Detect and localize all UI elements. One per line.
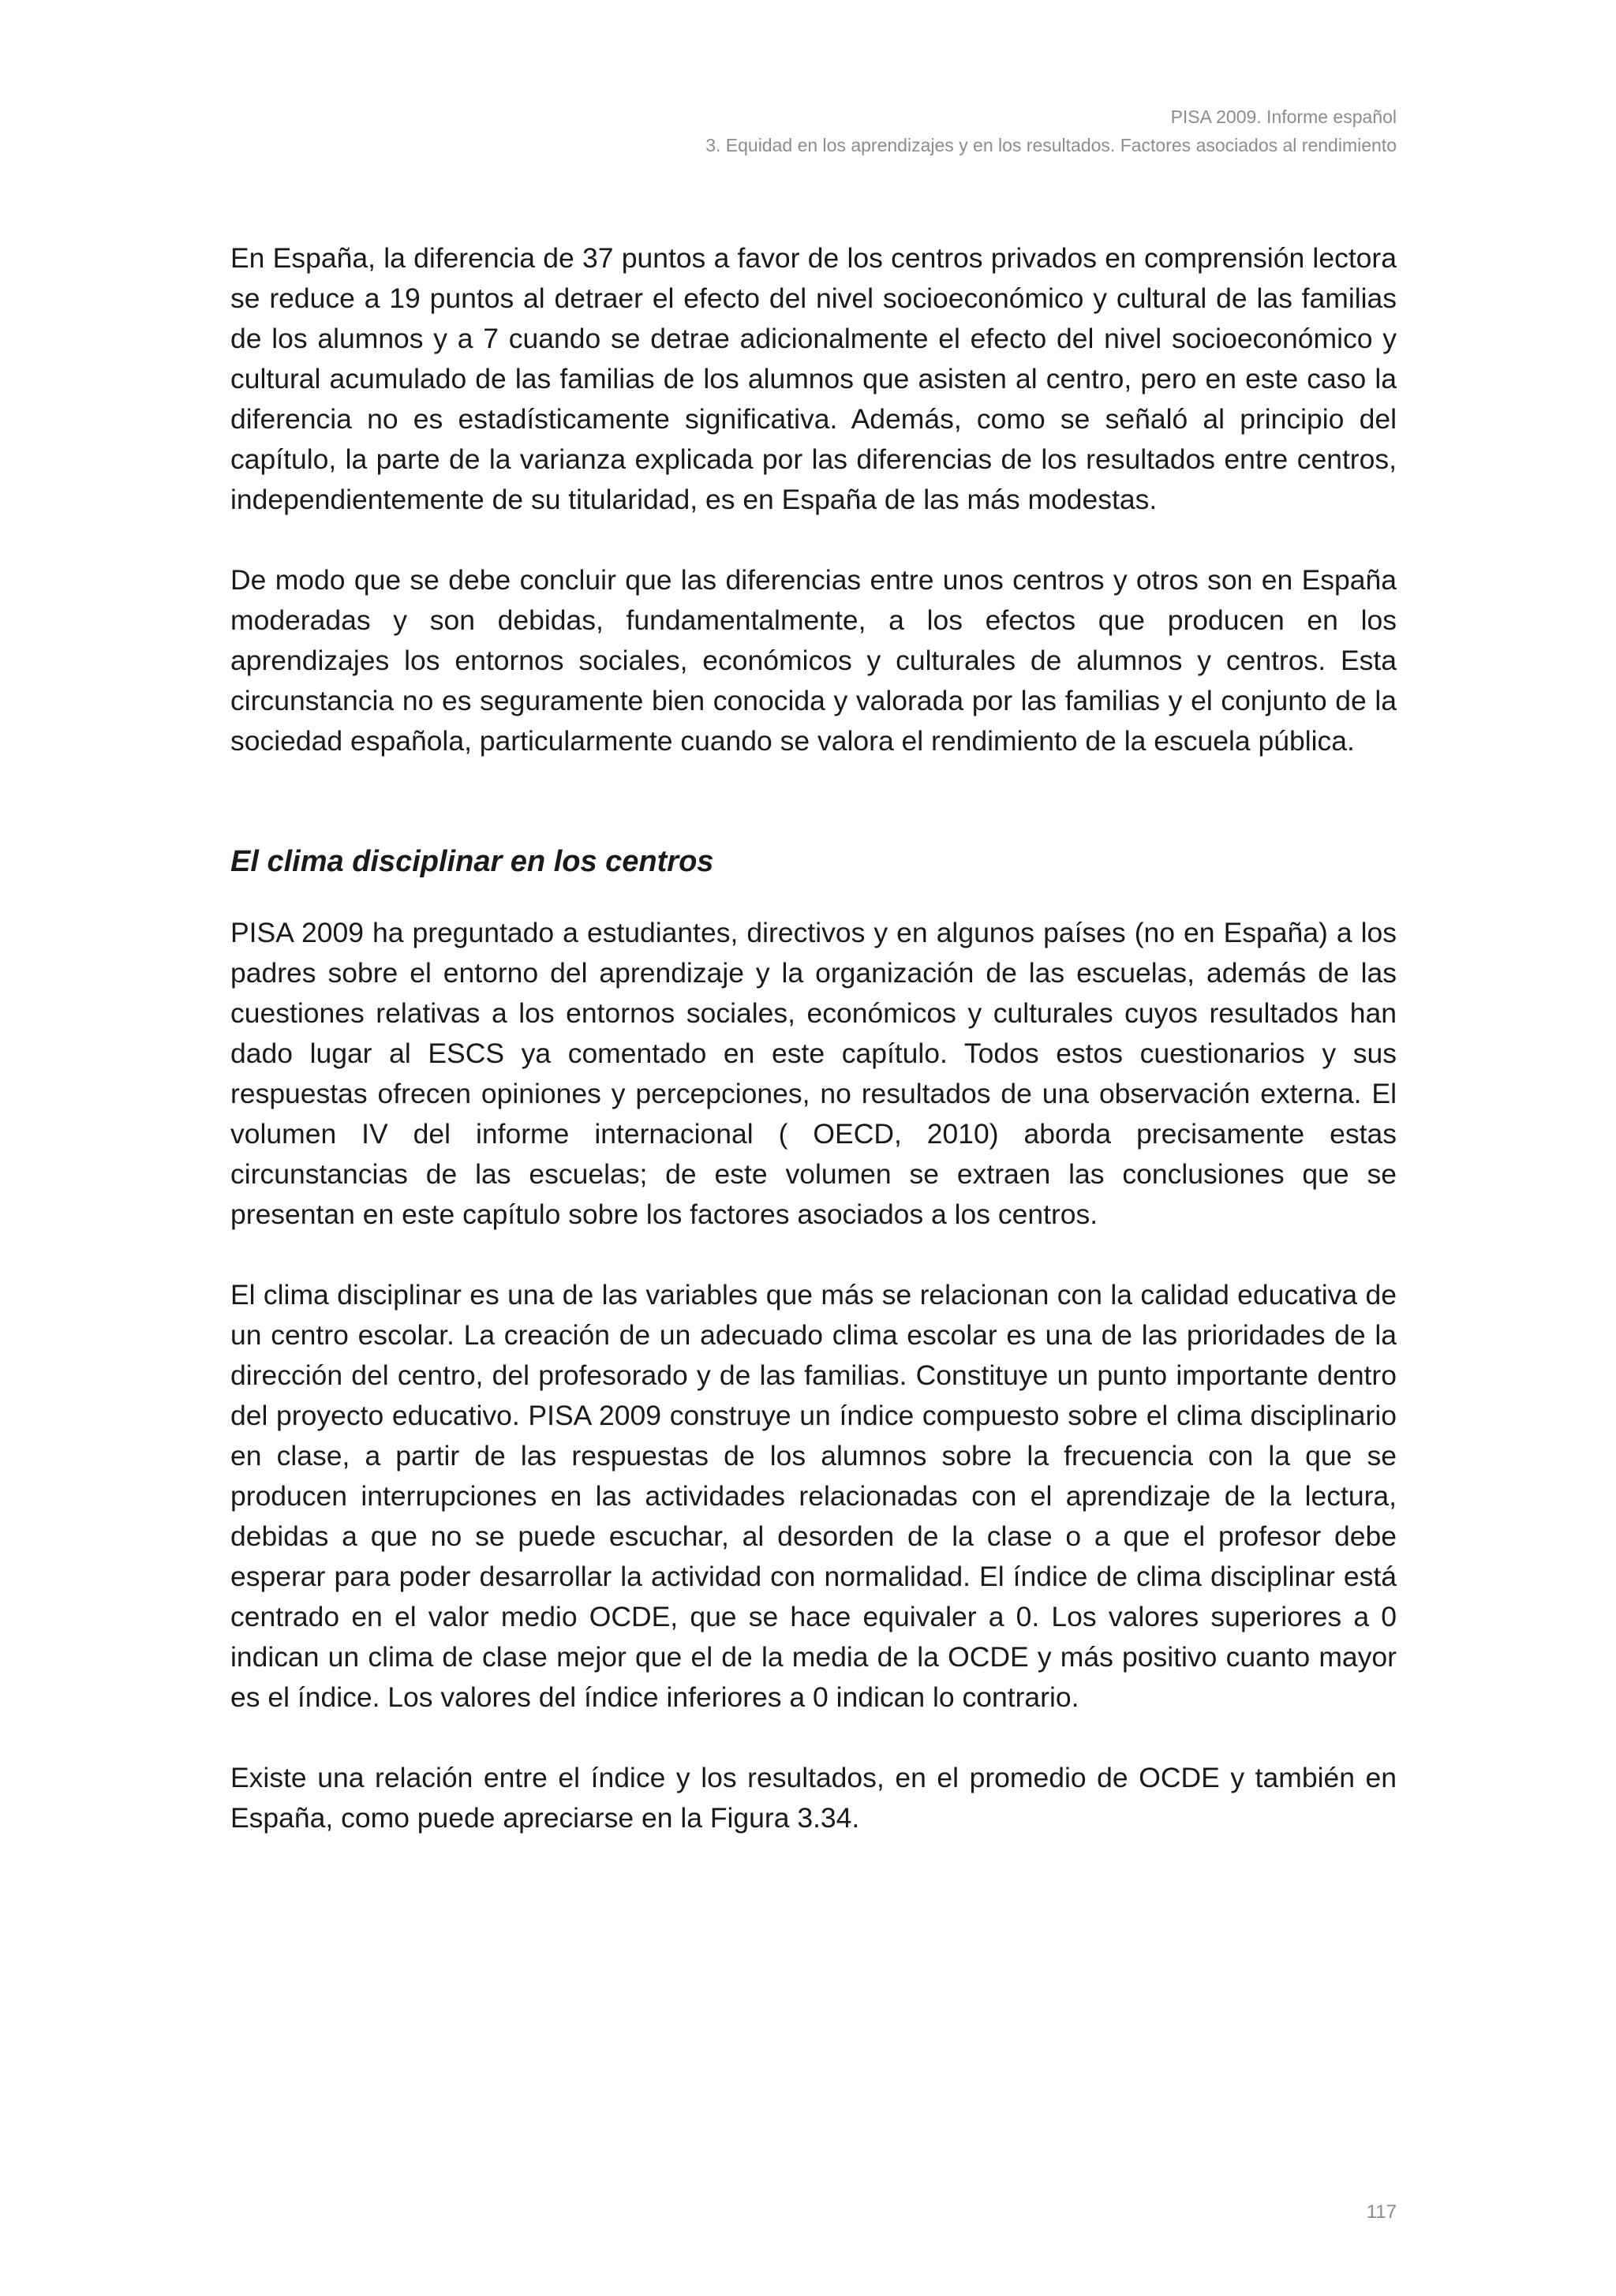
body-paragraph: El clima disciplinar es una de las variables que más se relacionan con la calidad educativa de un centro escolar. La creación de un adecuado clima escolar es una de las prioridades de la dirección del centro, del profesorado y de las familias. Constituye un punto importante dentro del proyecto educativo. PISA 2009 construye un índice compuesto sobre el clima disciplinario en clase, a partir de las respuestas de los alumnos sobre la frecuencia con la que se producen interrupciones en las actividades relacionadas con el aprendizaje de la lectura, debidas a que no se puede escuchar, al desorden de la clase o a que el profesor debe esperar para poder desarrollar la actividad con normalidad. El índice de clima disciplinar está centrado en el valor medio OCDE, que se hace equivaler a 0. Los valores superiores a 0 indican un clima de clase mejor que el de la media de la OCDE y más positivo cuanto mayor es el índice. Los valores del índice inferiores a 0 indican lo contrario.: [230, 1279, 1397, 1713]
main-content: [230, 238, 1397, 1838]
section-heading: El clima disciplinar en los centros: [230, 845, 714, 878]
page-number: 117: [1366, 2201, 1397, 2223]
header-chapter: 3. Equidad en los aprendizajes y en los resultados. Factores asociados al rendimiento: [705, 135, 1397, 155]
body-paragraph: De modo que se debe concluir que las diferencias entre unos centros y otros son en España moderadas y son debidas, fundamentalmente, a los efectos que producen en los aprendizajes los entornos sociales, económicos y culturales de alumnos y centros. Esta circunstancia no es seguramente bien conocida y valorada por las familias y el conjunto de la sociedad española, particularmente cuando se valora el rendimiento de la escuela pública.: [230, 564, 1397, 757]
header-title: PISA 2009. Informe español: [1170, 107, 1397, 127]
body-paragraph: Existe una relación entre el índice y los resultados, en el promedio de OCDE y también en España, como puede apreciarse en la Figura 3.34.: [230, 1762, 1397, 1834]
body-paragraph: En España, la diferencia de 37 puntos a favor de los centros privados en comprensión lectora se reduce a 19 puntos al detraer el efecto del nivel socioeconómico y cultural de las familias de los alumnos y a 7 cuando se detrae adicionalmente el efecto del nivel socioeconómico y cultural acumulado de las familias de los alumnos que asisten al centro, pero en este caso la diferencia no es estadísticamente significativa. Además, como se señaló al principio del capítulo, la parte de la varianza explicada por las diferencias de los resultados entre centros, independientemente de su titularidad, es en España de las más modestas.: [230, 242, 1397, 515]
running-header: [213, 103, 1397, 159]
body-paragraph: PISA 2009 ha preguntado a estudiantes, directivos y en algunos países (no en España) a los padres sobre el entorno del aprendizaje y la organización de las escuelas, además de las cuestiones relativas a los entornos sociales, económicos y culturales cuyos resultados han dado lugar al ESCS ya comentado en este capítulo. Todos estos cuestionarios y sus respuestas ofrecen opiniones y percepciones, no resultados de una observación externa. El volumen IV del informe internacional ( OECD, 2010) aborda precisamente estas circunstancias de las escuelas; de este volumen se extraen las conclusiones que se presentan en este capítulo sobre los factores asociados a los centros.: [230, 917, 1397, 1230]
